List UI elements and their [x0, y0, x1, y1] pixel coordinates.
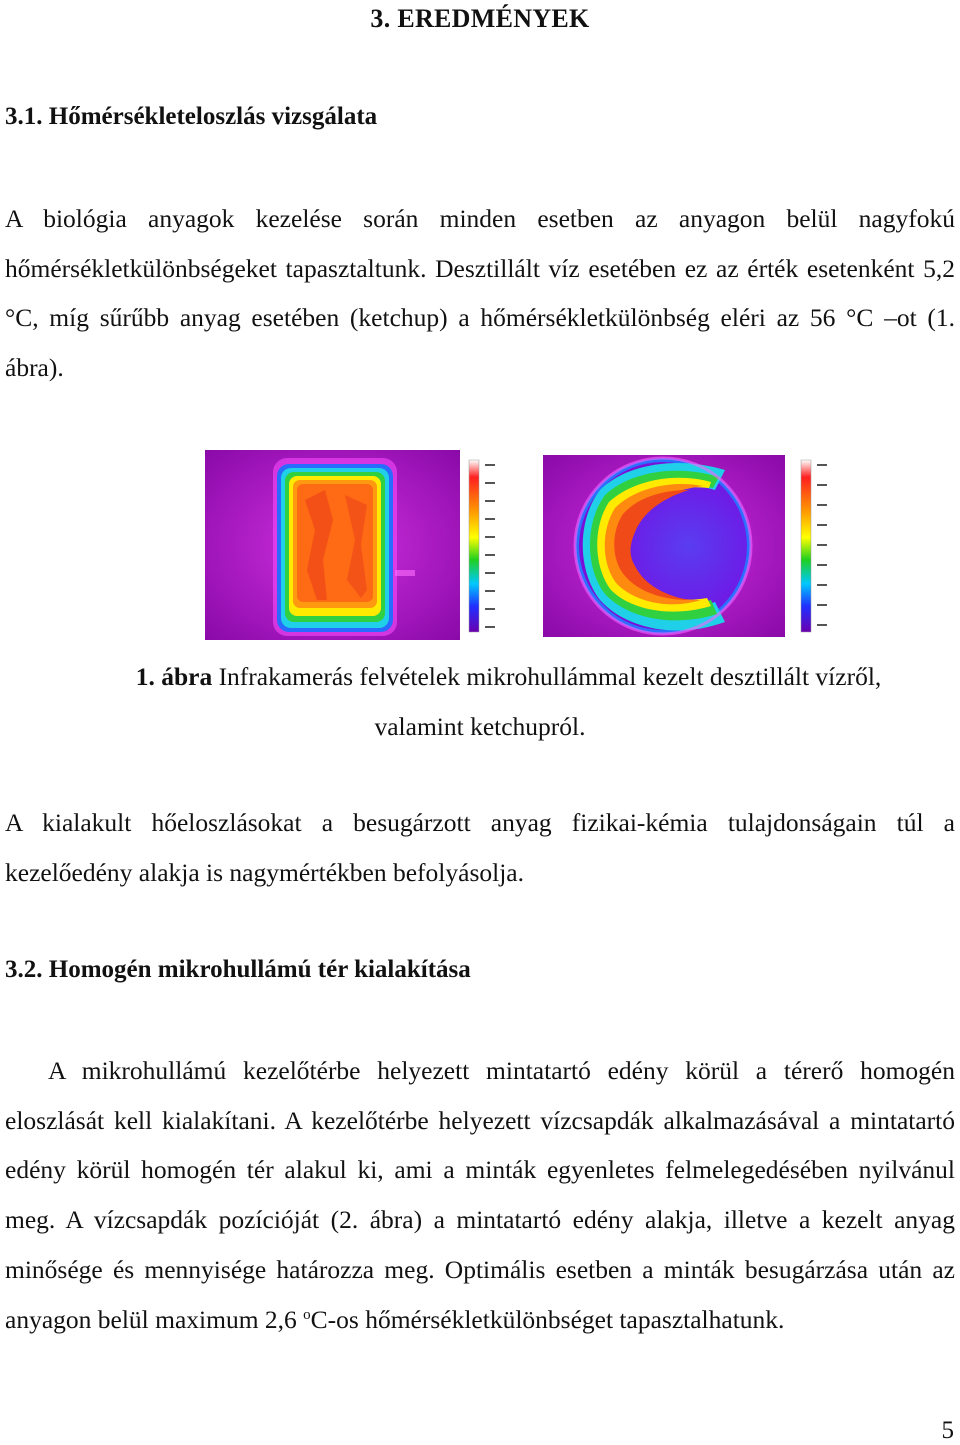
page-number: 5	[941, 1417, 954, 1444]
paragraph-homogeneous-field-end: C-os hőmérsékletkülönbséget tapasztalhatunk.	[310, 1304, 785, 1334]
figure-1-caption-line2: valamint ketchupról.	[374, 711, 586, 741]
section-heading-3-1: 3.1. Hőmérsékleteloszlás vizsgálata	[5, 103, 378, 130]
paragraph-temperature-differences: A biológia anyagok kezelése során minden esetben az anyagon belül nagyfokú hőmérsékletkülönbségeket tapasztaltunk. Desztillált víz esetében ez az érték esetenként 5,2 °C, míg sűrűbb anyag esetében (ketchup) a hőmérsékletkülönbség eléri az 56 °C –ot (1. ábra).	[5, 204, 955, 383]
section-heading-3-2: 3.2. Homogén mikrohullámú tér kialakítása	[5, 956, 471, 983]
chapter-title: 3. EREDMÉNYEK	[370, 4, 590, 33]
paragraph-homogeneous-field	[5, 1046, 955, 1344]
thermal-image-water	[205, 450, 460, 640]
thermal-image-ketchup	[543, 455, 785, 637]
paragraph-homogeneous-field-text: A mikrohullámú kezelőtérbe helyezett mintatartó edény körül a térerő homogén eloszlását kell kialakítani. A kezelőtérbe helyezett vízcsapdák alkalmazásával a mintatartó edény körül homogén tér alakul ki, ami a minták egyenletes felmelegedésében nyilvánul meg. A vízcsapdák pozícióját (2. ábra) a mintatartó edény alakja, illetve a kezelt anyag minősége és mennyisége határozza meg. Optimális esetben a minták besugárzása után az anyagon belül maximum 2,6	[5, 1056, 955, 1334]
color-scale-left	[469, 460, 495, 632]
figure-1-caption	[0, 652, 960, 751]
color-scale-right	[801, 460, 827, 632]
figure-1-label: 1. ábra	[135, 662, 213, 691]
degree-superscript: o	[303, 1306, 311, 1323]
figure-1-thermal-images	[205, 450, 845, 640]
paragraph-heat-distribution: A kialakult hőeloszlásokat a besugárzott anyag fizikai-kémia tulajdonságain túl a kezelőedény alakja is nagymértékben befolyásolja.	[5, 808, 955, 887]
figure-1-caption-text: Infrakamerás felvételek mikrohullámmal kezelt desztillált vízről,	[212, 662, 882, 691]
